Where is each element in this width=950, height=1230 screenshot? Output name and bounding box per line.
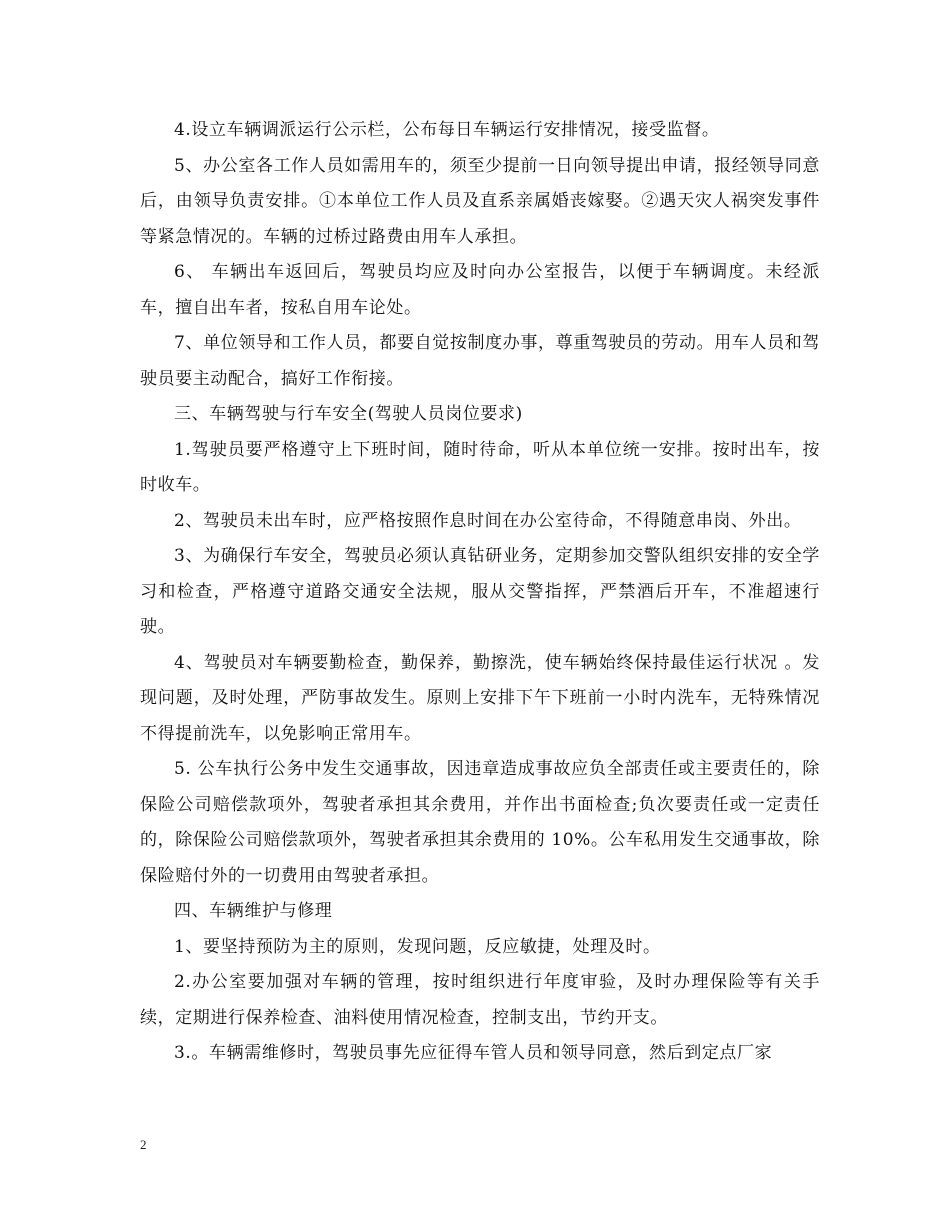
paragraph-maintenance-rule-3: 3.。车辆需维修时，驾驶员事先应征得车管人员和领导同意，然后到定点厂家 <box>174 1043 773 1063</box>
paragraph-driver-rule-4: 4、驾驶员对车辆要勤检查，勤保养，勤擦洗，使车辆始终保持最佳运行状况 。发现问题，及时处理，严防事故发生。原则上安排下午下班前一小时内洗车，无特殊情况不得提前洗车，以免影响正常用车。 <box>140 652 820 744</box>
paragraph-rule-4-notice-board: 4.设立车辆调派运行公示栏，公布每日车辆运行安排情况，接受监督。 <box>174 120 720 140</box>
paragraph-rule-7-cooperation: 7、单位领导和工作人员，都要自觉按制度办事，尊重驾驶员的劳动。用车人员和驾驶员要主动配合，搞好工作衔接。 <box>140 333 820 389</box>
paragraph-rule-5-vehicle-request: 5、办公室各工作人员如需用车的，须至少提前一日向领导提出申请，报经领导同意后，由领导负责安排。①本单位工作人员及直系亲属婚丧嫁娶。②遇天灾人祸突发事件等紧急情况的。车辆的过桥过路费由用车人承担。 <box>140 155 820 247</box>
paragraph-driver-rule-1: 1.驾驶员要严格遵守上下班时间，随时待命，听从本单位统一安排。按时出车，按时收车。 <box>140 439 820 495</box>
paragraph-rule-6-return-report: 6、 车辆出车返回后，驾驶员均应及时向办公室报告，以便于车辆调度。未经派车，擅自出车者，按私自用车论处。 <box>140 262 820 318</box>
section-heading-driving-safety: 三、车辆驾驶与行车安全(驾驶人员岗位要求) <box>174 404 523 424</box>
page-number: 2 <box>140 1137 147 1152</box>
paragraph-driver-rule-3: 3、为确保行车安全，驾驶员必须认真钻研业务，定期参加交警队组织安排的安全学习和检查，严格遵守道路交通安全法规，服从交警指挥，严禁酒后开车，不准超速行驶。 <box>140 546 820 637</box>
document-body <box>140 113 820 1072</box>
paragraph-driver-rule-2: 2、驾驶员未出车时，应严格按照作息时间在办公室待命，不得随意串岗、外出。 <box>174 510 802 531</box>
paragraph-maintenance-rule-2: 2.办公室要加强对车辆的管理，按时组织进行年度审验，及时办理保险等有关手续，定期进行保养检查、油料使用情况检查，控制支出，节约开支。 <box>140 972 820 1028</box>
section-heading-maintenance: 四、车辆维护与修理 <box>174 901 333 921</box>
paragraph-maintenance-rule-1: 1、要坚持预防为主的原则，发现问题，反应敏捷，处理及时。 <box>174 936 661 957</box>
paragraph-driver-rule-5: 5. 公车执行公务中发生交通事故，因违章造成事故应负全部责任或主要责任的，除保险公司赔偿款项外，驾驶者承担其余费用，并作出书面检查;负次要责任或一定责任的，除保险公司赔偿款项外，驾驶者承担其余费用的 10%。公车私用发生交通事故，除保险赔付外的一切费用由驾驶者承担。 <box>140 759 820 886</box>
